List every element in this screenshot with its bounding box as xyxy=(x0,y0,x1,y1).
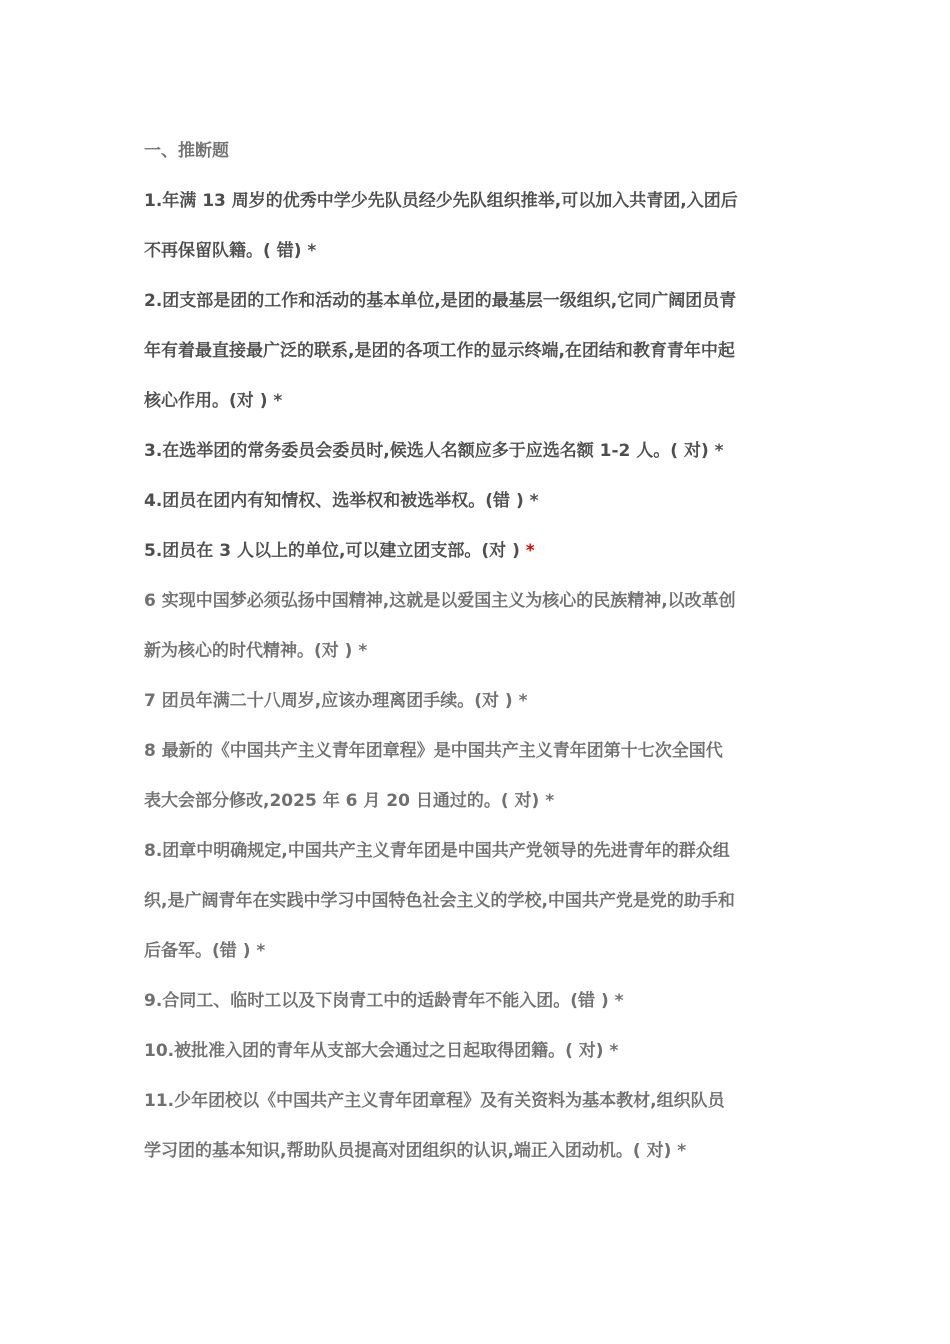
question-line xyxy=(144,876,824,926)
question-text: 后备军。(错 ) * xyxy=(144,941,266,961)
question-text: 4.团员在团内有知情权、选举权和被选举权。(错 ) * xyxy=(144,491,539,511)
question-line xyxy=(144,176,824,226)
question-line xyxy=(144,526,824,576)
question-text: 5.团员在 3 人以上的单位,可以建立团支部。(对 ) xyxy=(144,541,520,561)
question-text: 表大会部分修改,2025 年 6 月 20 日通过的。( 对) * xyxy=(144,791,555,811)
question-line xyxy=(144,626,824,676)
question-line xyxy=(144,776,824,826)
question-text: 11.少年团校以《中国共产主义青年团章程》及有关资料为基本教材,组织队员 xyxy=(144,1091,725,1111)
question-line xyxy=(144,676,824,726)
question-text: 10.被批准入团的青年从支部大会通过之日起取得团籍。( 对) * xyxy=(144,1041,619,1061)
question-line xyxy=(144,326,824,376)
question-text: 7 团员年满二十八周岁,应该办理离团手续。(对 ) * xyxy=(144,691,528,711)
question-text: 核心作用。(对 ) * xyxy=(144,391,283,411)
question-text: 3.在选举团的常务委员会委员时,候选人名额应多于应选名额 1-2 人。( 对) * xyxy=(144,441,724,461)
question-text: 新为核心的时代精神。(对 ) * xyxy=(144,641,368,661)
question-text: 8 最新的《中国共产主义青年团章程》是中国共产主义青年团第十七次全国代 xyxy=(144,741,723,761)
section-heading: 一、推断题 xyxy=(144,141,229,161)
question-text: 2.团支部是团的工作和活动的基本单位,是团的最基层一级组织,它同广阔团员青 xyxy=(144,291,737,311)
question-text: 织,是广阔青年在实践中学习中国特色社会主义的学校,中国共产党是党的助手和 xyxy=(144,891,735,911)
question-line xyxy=(144,426,824,476)
question-text: 学习团的基本知识,帮助队员提高对团组织的认识,端正入团动机。( 对) * xyxy=(144,1141,687,1161)
question-line xyxy=(144,976,824,1026)
question-line xyxy=(144,1026,824,1076)
question-line xyxy=(144,926,824,976)
question-line xyxy=(144,226,824,276)
question-line xyxy=(144,576,824,626)
question-text: 不再保留队籍。( 错) * xyxy=(144,241,317,261)
question-text: 年有着最直接最广泛的联系,是团的各项工作的显示终端,在团结和教育青年中起 xyxy=(144,341,735,361)
question-text: 9.合同工、临时工以及下岗青工中的适龄青年不能入团。(错 ) * xyxy=(144,991,624,1011)
question-line xyxy=(144,276,824,326)
question-line xyxy=(144,376,824,426)
question-line xyxy=(144,476,824,526)
question-text: 8.团章中明确规定,中国共产主义青年团是中国共产党领导的先进青年的群众组 xyxy=(144,841,730,861)
question-line xyxy=(144,826,824,876)
question-text: 1.年满 13 周岁的优秀中学少先队员经少先队组织推举,可以加入共青团,入团后 xyxy=(144,191,738,211)
document-page xyxy=(144,126,824,1176)
red-asterisk: * xyxy=(519,541,535,561)
question-line xyxy=(144,726,824,776)
question-line xyxy=(144,1126,824,1176)
question-line xyxy=(144,1076,824,1126)
question-list xyxy=(144,176,824,1176)
question-text: 6 实现中国梦必须弘扬中国精神,这就是以爱国主义为核心的民族精神,以改革创 xyxy=(144,591,736,611)
